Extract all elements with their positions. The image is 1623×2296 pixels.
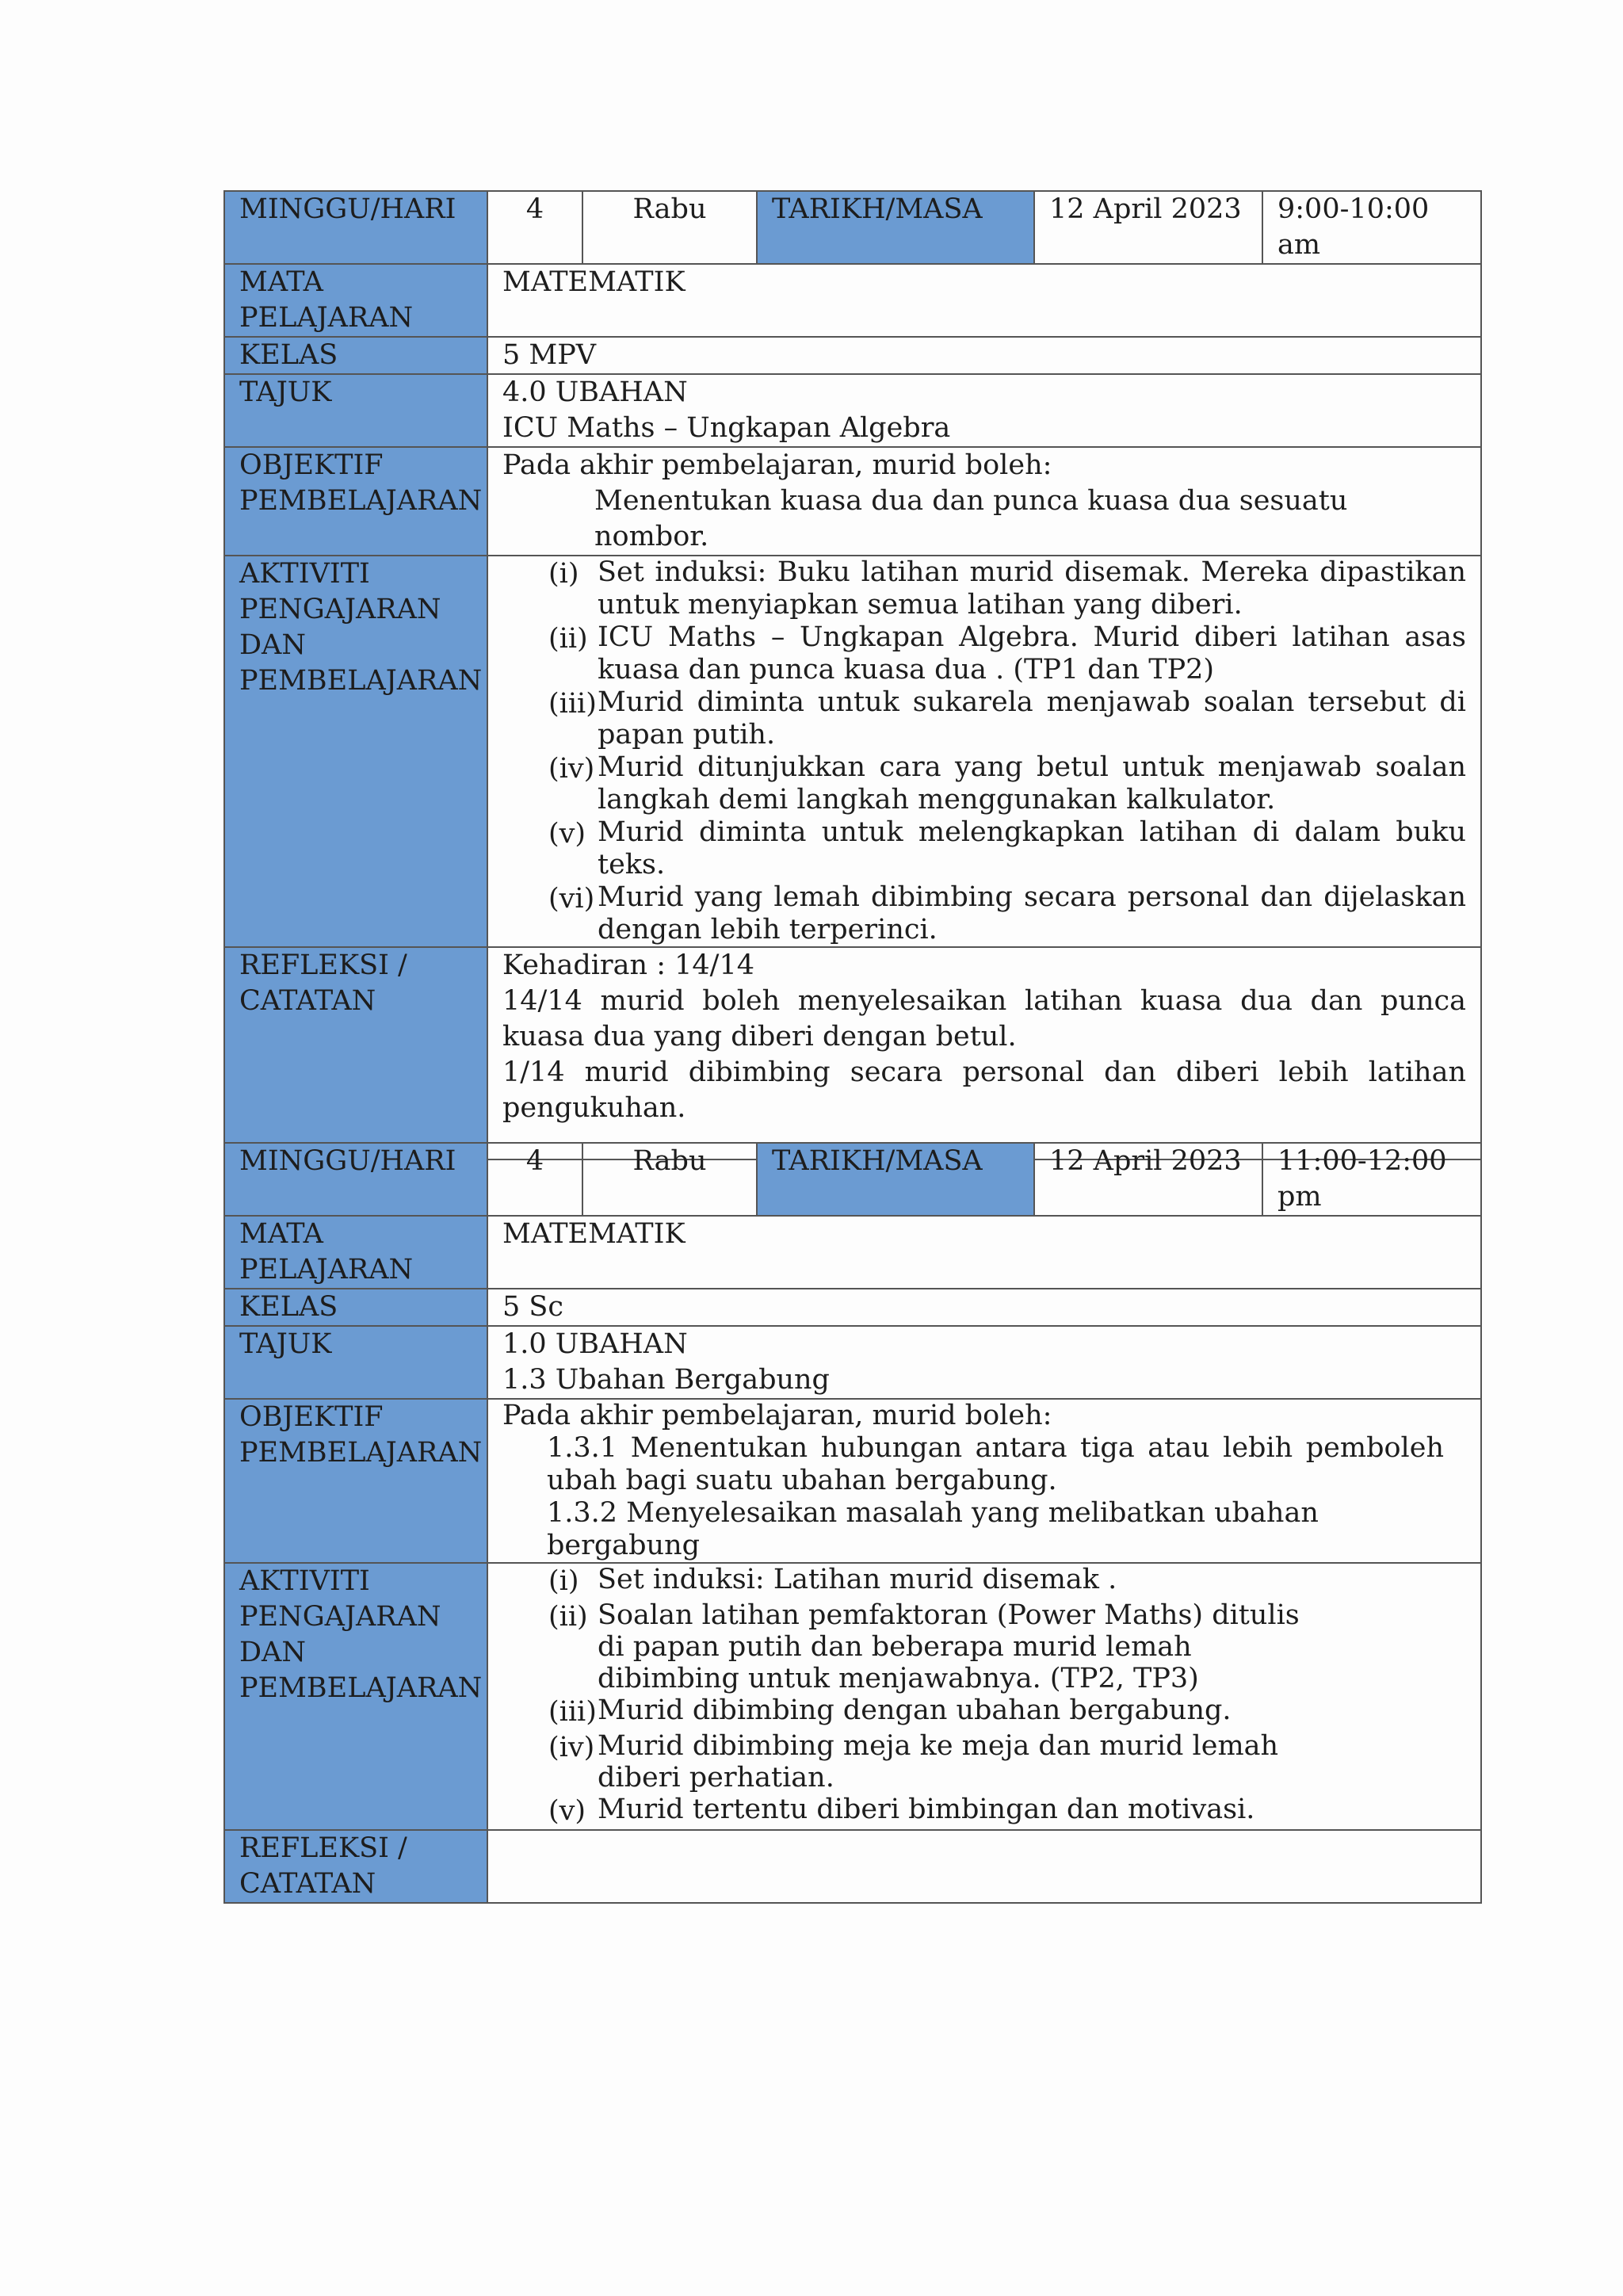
activity-item <box>548 1794 1322 1829</box>
objective-value <box>487 1399 1481 1563</box>
week-day-label: MINGGU/HARI <box>224 1143 487 1216</box>
activity-item <box>548 621 1466 686</box>
reflection-value <box>487 1830 1481 1903</box>
activity-item <box>548 1694 1322 1730</box>
activity-number: (ii) <box>548 623 588 655</box>
activity-number: (v) <box>548 818 586 850</box>
subject-label-line: MATA <box>239 1218 323 1250</box>
activity-number: (iii) <box>548 1696 597 1728</box>
objective-label-line: PEMBELAJARAN <box>239 1437 483 1469</box>
subject-value: MATEMATIK <box>487 1216 1481 1289</box>
time-value <box>1262 191 1481 264</box>
lesson-plan-table <box>223 1142 1482 1904</box>
reflection-label-line: REFLEKSI / <box>239 949 407 981</box>
class-label: KELAS <box>224 1289 487 1326</box>
activity-item <box>548 751 1466 816</box>
reflection-label-line: REFLEKSI / <box>239 1832 407 1864</box>
reflection-line: Kehadiran : 14/14 <box>502 949 754 981</box>
activity-item <box>548 816 1466 881</box>
objective-label-line: OBJEKTIF <box>239 1401 384 1433</box>
class-value: 5 MPV <box>487 337 1481 374</box>
objective-item: 1.3.2 Menyelesaikan masalah yang melibatkan ubahan bergabung <box>547 1497 1319 1561</box>
time-line: 9:00-10:00 <box>1277 193 1430 225</box>
activity-text: Murid tertentu diberi bimbingan dan motivasi. <box>598 1794 1255 1825</box>
objective-label-line: PEMBELAJARAN <box>239 485 483 517</box>
activity-item <box>548 1730 1322 1794</box>
activity-number: (v) <box>548 1795 586 1827</box>
activity-text: ICU Maths – Ungkapan Algebra. Murid diberi latihan asas kuasa dan punca kuasa dua . (TP1 dan TP2) <box>598 621 1466 686</box>
topic-value <box>487 1326 1481 1399</box>
activity-number: (vi) <box>548 883 595 915</box>
subject-value: MATEMATIK <box>487 264 1481 337</box>
activity-text: Murid dibimbing dengan ubahan bergabung. <box>598 1694 1232 1726</box>
time-value <box>1262 1143 1481 1216</box>
activity-label-line: PENGAJARAN <box>239 1601 441 1633</box>
time-period: am <box>1277 229 1321 261</box>
topic-line: 1.0 UBAHAN <box>502 1328 688 1360</box>
activity-item <box>548 686 1466 751</box>
activity-label-line: PENGAJARAN <box>239 594 441 625</box>
activity-label-line: AKTIVITI <box>239 1565 370 1597</box>
activity-text: Murid diminta untuk sukarela menjawab soalan tersebut di papan putih. <box>598 686 1466 751</box>
class-label: KELAS <box>224 337 487 374</box>
activity-label-line: PEMBELAJARAN <box>239 665 483 697</box>
reflection-value <box>487 947 1481 1159</box>
activity-text: Murid dibimbing meja ke meja dan murid lemah diberi perhatian. <box>598 1730 1279 1794</box>
reflection-label-line: CATATAN <box>239 985 376 1017</box>
activity-text: Set induksi: Latihan murid disemak . <box>598 1564 1117 1595</box>
activity-text: Murid yang lemah dibimbing secara personal dan dijelaskan dengan lebih terperinci. <box>598 881 1466 946</box>
topic-line: ICU Maths – Ungkapan Algebra <box>502 412 951 444</box>
objective-label-line: OBJEKTIF <box>239 449 384 481</box>
time-line: 11:00-12:00 <box>1277 1145 1447 1177</box>
day-value: Rabu <box>582 191 757 264</box>
activity-number: (i) <box>548 558 579 590</box>
date-value: 12 April 2023 <box>1034 1143 1262 1216</box>
activity-item <box>548 556 1466 621</box>
activity-label-line: PEMBELAJARAN <box>239 1672 483 1704</box>
objective-label <box>224 1399 487 1563</box>
date-value: 12 April 2023 <box>1034 191 1262 264</box>
lesson-plan-table <box>223 190 1482 1160</box>
topic-label: TAJUK <box>224 374 487 447</box>
date-time-label: TARIKH/MASA <box>757 191 1034 264</box>
time-period: pm <box>1277 1181 1322 1213</box>
week-value: 4 <box>487 191 582 264</box>
activity-number: (iv) <box>548 753 595 785</box>
subject-label-line: MATA <box>239 266 323 298</box>
activity-list <box>548 556 1466 946</box>
reflection-label-line: CATATAN <box>239 1868 376 1900</box>
topic-line: 1.3 Ubahan Bergabung <box>502 1364 830 1396</box>
activity-label <box>224 1563 487 1830</box>
reflection-label <box>224 947 487 1159</box>
week-value: 4 <box>487 1143 582 1216</box>
activity-text: Set induksi: Buku latihan murid disemak. Mereka dipastikan untuk menyiapkan semua latihan yang diberi. <box>598 556 1466 621</box>
reflection-label <box>224 1830 487 1903</box>
date-time-label: TARIKH/MASA <box>757 1143 1034 1216</box>
class-value: 5 Sc <box>487 1289 1481 1326</box>
activity-value <box>487 1563 1481 1830</box>
topic-label: TAJUK <box>224 1326 487 1399</box>
activity-label-line: AKTIVITI <box>239 558 370 590</box>
activity-label-line: DAN <box>239 629 306 661</box>
subject-label <box>224 264 487 337</box>
activity-text: Murid ditunjukkan cara yang betul untuk menjawab soalan langkah demi langkah menggunakan kalkulator. <box>598 751 1466 816</box>
topic-line: 4.0 UBAHAN <box>502 376 688 408</box>
activity-number: (i) <box>548 1565 579 1597</box>
subject-label-line: PELAJARAN <box>239 1254 414 1286</box>
objective-value <box>487 447 1481 556</box>
activity-item <box>548 1564 1322 1599</box>
reflection-line: 1/14 murid dibimbing secara personal dan diberi lebih latihan pengukuhan. <box>502 1056 1466 1124</box>
activity-item <box>548 881 1466 946</box>
day-value: Rabu <box>582 1143 757 1216</box>
activity-text: Murid diminta untuk melengkapkan latihan di dalam buku teks. <box>598 816 1466 881</box>
topic-value <box>487 374 1481 447</box>
activity-value <box>487 556 1481 947</box>
activity-number: (iv) <box>548 1732 595 1763</box>
objective-intro: Pada akhir pembelajaran, murid boleh: <box>502 449 1052 481</box>
objective-label <box>224 447 487 556</box>
subject-label <box>224 1216 487 1289</box>
objective-item: Menentukan kuasa dua dan punca kuasa dua sesuatu nombor. <box>594 485 1348 552</box>
subject-label-line: PELAJARAN <box>239 302 414 334</box>
week-day-label: MINGGU/HARI <box>224 191 487 264</box>
activity-label-line: DAN <box>239 1637 306 1668</box>
objective-item: 1.3.1 Menentukan hubungan antara tiga atau lebih pemboleh ubah bagi suatu ubahan bergabung. <box>547 1432 1444 1496</box>
objective-intro: Pada akhir pembelajaran, murid boleh: <box>502 1400 1052 1431</box>
activity-label <box>224 556 487 947</box>
activity-item <box>548 1599 1322 1694</box>
activity-text: Soalan latihan pemfaktoran (Power Maths) ditulis di papan putih dan beberapa murid lemah dibimbing untuk menjawabnya. (TP2, TP3) <box>598 1599 1300 1694</box>
reflection-line: 14/14 murid boleh menyelesaikan latihan kuasa dua dan punca kuasa dua yang diberi dengan betul. <box>502 985 1466 1052</box>
activity-list <box>548 1564 1322 1829</box>
activity-number: (iii) <box>548 688 597 720</box>
activity-number: (ii) <box>548 1601 588 1633</box>
